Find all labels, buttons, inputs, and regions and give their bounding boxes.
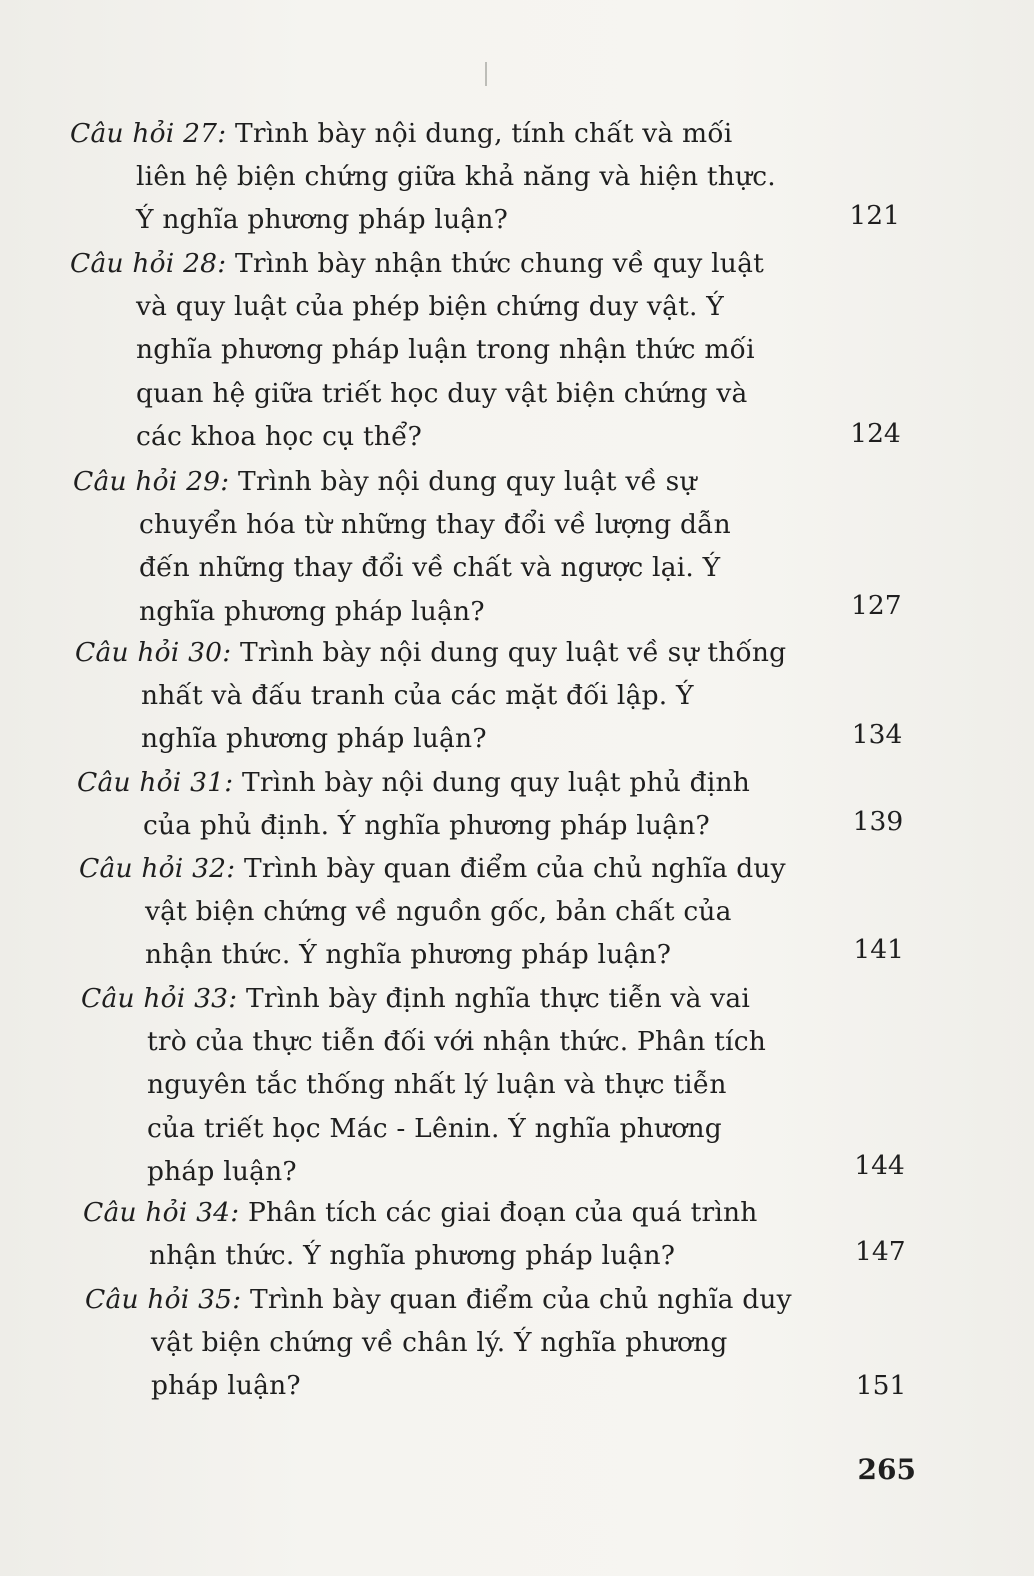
toc-entry-line: nhất và đấu tranh của các mặt đối lập. Ý: [141, 680, 694, 712]
question-label: Câu hỏi 27:: [70, 118, 227, 149]
question-text: Trình bày nội dung, tính chất và mối: [226, 118, 733, 149]
toc-entry-line: [81, 983, 750, 1014]
question-text: Phân tích các giai đoạn của quá trình: [239, 1197, 758, 1228]
toc-entry-line: các khoa học cụ thể?: [136, 420, 423, 452]
toc-entry-line: [79, 853, 786, 884]
toc-entry-line: [85, 1284, 792, 1315]
toc-entry-line: và quy luật của phép biện chứng duy vật. Ý: [136, 291, 724, 323]
question-text: Trình bày nội dung quy luật về sự thống: [231, 637, 787, 668]
toc-entry-line: đến những thay đổi về chất và ngược lại. Ý: [139, 552, 721, 584]
fold-mark: [485, 62, 487, 86]
toc-page-number: 121: [849, 200, 900, 231]
toc-entry-line: vật biện chứng về nguồn gốc, bản chất của: [145, 896, 732, 928]
question-text: Trình bày nhận thức chung về quy luật: [226, 248, 764, 279]
toc-entry-line: [70, 118, 732, 149]
toc-entry-line: [73, 466, 697, 497]
question-text: Trình bày định nghĩa thực tiễn và vai: [237, 983, 751, 1014]
toc-page-number: 141: [853, 934, 904, 965]
question-text: Trình bày nội dung quy luật phủ định: [233, 767, 751, 798]
toc-entry-line: [83, 1197, 758, 1228]
toc-entry-line: [75, 637, 786, 668]
question-label: Câu hỏi 34:: [83, 1197, 240, 1228]
question-label: Câu hỏi 30:: [75, 637, 232, 668]
toc-entry-line: [70, 248, 764, 279]
question-label: Câu hỏi 29:: [73, 466, 230, 497]
toc-entry-line: nguyên tắc thống nhất lý luận và thực tiễn: [147, 1069, 727, 1101]
toc-entry-line: quan hệ giữa triết học duy vật biện chứng và: [136, 377, 748, 409]
toc-entry-line: nghĩa phương pháp luận trong nhận thức mối: [136, 334, 755, 366]
toc-page-number: 151: [855, 1370, 907, 1401]
toc-entry-line: nghĩa phương pháp luận?: [139, 595, 485, 627]
toc-entry-line: nhận thức. Ý nghĩa phương pháp luận?: [149, 1240, 676, 1272]
toc-entry-line: của phủ định. Ý nghĩa phương pháp luận?: [143, 810, 710, 842]
question-label: Câu hỏi 35:: [85, 1284, 242, 1315]
toc-entry-line: chuyển hóa từ những thay đổi về lượng dẫn: [139, 509, 731, 541]
toc-entry-line: trò của thực tiễn đối với nhận thức. Phân tích: [147, 1026, 767, 1058]
toc-entry-line: pháp luận?: [147, 1155, 297, 1187]
question-label: Câu hỏi 32:: [79, 853, 236, 884]
question-text: Trình bày quan điểm của chủ nghĩa duy: [241, 1284, 792, 1315]
toc-entry-line: của triết học Mác - Lênin. Ý nghĩa phương: [147, 1112, 722, 1144]
toc-entry-line: liên hệ biện chứng giữa khả năng và hiện thực.: [136, 161, 776, 193]
toc-page-number: 144: [854, 1150, 905, 1181]
question-text: Trình bày quan điểm của chủ nghĩa duy: [235, 853, 786, 884]
toc-page-number: 124: [850, 418, 901, 449]
toc-entry-line: vật biện chứng về chân lý. Ý nghĩa phương: [151, 1327, 728, 1359]
toc-page-number: 127: [851, 590, 902, 621]
toc-entry-line: nghĩa phương pháp luận?: [141, 723, 487, 755]
toc-page-number: 147: [855, 1236, 906, 1267]
toc-entry-line: [77, 767, 750, 798]
question-label: Câu hỏi 33:: [81, 983, 238, 1014]
toc-page-number: 134: [851, 719, 903, 750]
page-number: 265: [857, 1453, 916, 1486]
question-label: Câu hỏi 28:: [70, 248, 227, 279]
toc-entry-line: pháp luận?: [151, 1370, 301, 1402]
toc-entry-line: Ý nghĩa phương pháp luận?: [136, 204, 509, 236]
question-text: Trình bày nội dung quy luật về sự: [229, 466, 697, 497]
question-label: Câu hỏi 31:: [77, 767, 234, 798]
toc-page-number: 139: [852, 806, 904, 837]
toc-entry-line: nhận thức. Ý nghĩa phương pháp luận?: [145, 939, 672, 971]
